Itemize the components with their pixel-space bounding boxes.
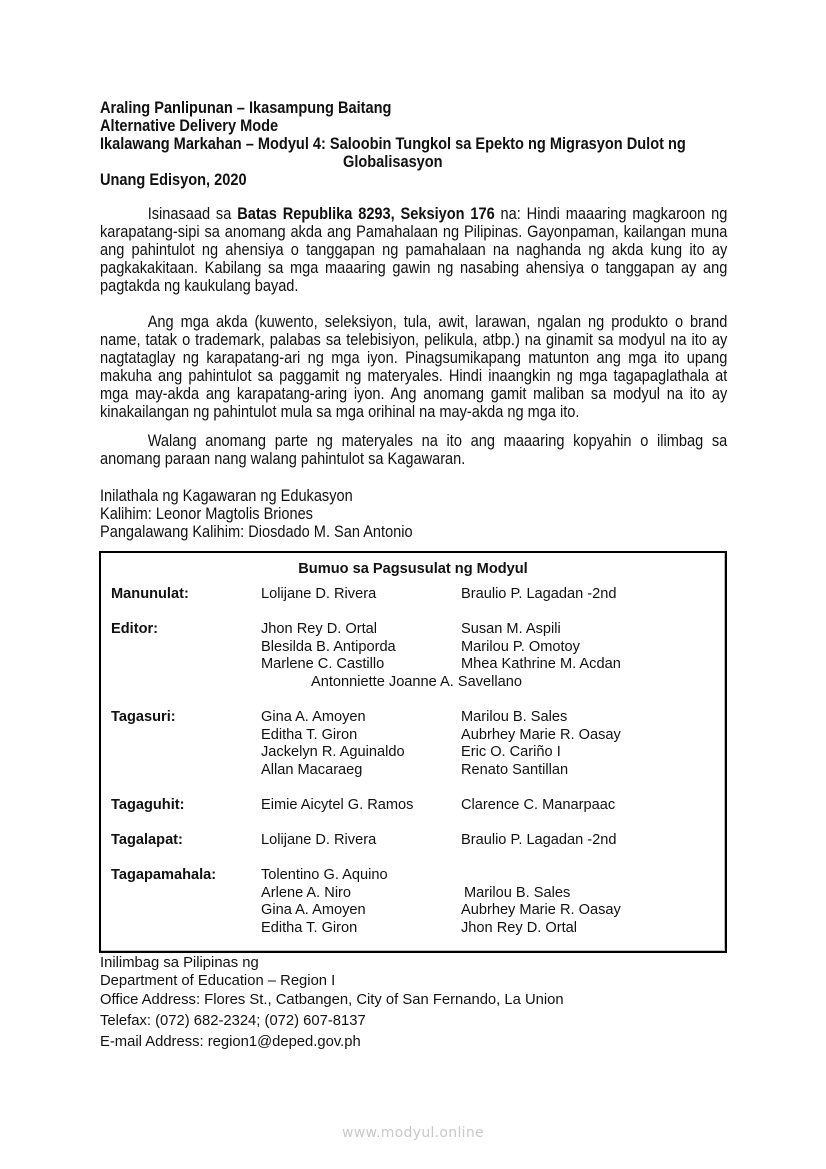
person-name: Aubrhey Marie R. Oasay bbox=[461, 902, 621, 919]
subject-title: Araling Panlipunan – Ikasampung Baitang bbox=[100, 99, 392, 117]
person-name: Lolijane D. Rivera bbox=[261, 832, 377, 848]
names-col-1 bbox=[261, 709, 405, 780]
credits-title: Bumuo sa Pagsusulat ng Modyul bbox=[298, 561, 528, 577]
office-address: Office Address: Flores St., Catbangen, City of San Fernando, La Union bbox=[100, 992, 564, 1008]
names-col-2 bbox=[461, 797, 615, 815]
delivery-mode: Alternative Delivery Mode bbox=[100, 117, 279, 135]
role-label: Tagapamahala: bbox=[111, 867, 217, 883]
publisher-info bbox=[100, 487, 727, 541]
person-name: Editha T. Giron bbox=[261, 920, 358, 937]
person-name: Braulio P. Lagadan -2nd bbox=[461, 586, 617, 602]
person-name: Eimie Aicytel G. Ramos bbox=[261, 797, 414, 813]
person-name: Tolentino G. Aquino bbox=[261, 867, 388, 883]
person-name: Eric O. Cariño I bbox=[461, 744, 561, 761]
printer-info bbox=[100, 955, 564, 1050]
email-address: E-mail Address: region1@deped.gov.ph bbox=[100, 1034, 361, 1050]
names-col-2 bbox=[461, 621, 621, 674]
person-name: Antonniette Joanne A. Savellano bbox=[311, 674, 522, 690]
names-col-1 bbox=[261, 797, 413, 815]
names-col-1 bbox=[261, 586, 376, 604]
names-col-2 bbox=[461, 832, 617, 850]
person-name: Aubrhey Marie R. Oasay bbox=[461, 726, 621, 743]
reproduction-paragraph bbox=[100, 432, 727, 468]
p1-text-pre: Isinasaad sa bbox=[147, 205, 238, 223]
module-title: Ikalawang Markahan – Modyul 4: Saloobin Tungkol sa Epekto ng Migrasyon Dulot ng bbox=[100, 135, 686, 153]
law-reference: Batas Republika 8293, Seksiyon 176 bbox=[237, 205, 495, 223]
person-name: Editha T. Giron bbox=[261, 726, 358, 743]
module-title-continued: Globalisasyon bbox=[343, 153, 443, 171]
watermark: www.modyul.online bbox=[342, 1125, 484, 1141]
person-name: Renato Santillan bbox=[461, 762, 569, 779]
person-name: Marilou B. Sales bbox=[461, 709, 568, 725]
secretary-line: Kalihim: Leonor Magtolis Briones bbox=[100, 505, 313, 523]
names-col-2 bbox=[461, 867, 621, 938]
module-heading bbox=[100, 99, 727, 189]
person-name: Marlene C. Castillo bbox=[261, 656, 385, 673]
person-name: Clarence C. Manarpaac bbox=[461, 797, 616, 813]
telefax: Telefax: (072) 682-2324; (072) 607-8137 bbox=[100, 1013, 366, 1029]
names-col-2 bbox=[461, 709, 621, 780]
role-label: Tagasuri: bbox=[111, 709, 176, 725]
names-col-1 bbox=[261, 867, 388, 938]
undersecretary-line: Pangalawang Kalihim: Diosdado M. San Antonio bbox=[100, 523, 413, 541]
printed-in-line: Inilimbag sa Pilipinas ng bbox=[100, 955, 259, 971]
person-name: Braulio P. Lagadan -2nd bbox=[461, 832, 617, 848]
person-name: Jhon Rey D. Ortal bbox=[461, 920, 577, 937]
copyright-paragraph bbox=[100, 205, 727, 295]
person-name: Jhon Rey D. Ortal bbox=[261, 621, 377, 637]
person-name: Marilou P. Omotoy bbox=[461, 638, 580, 655]
person-name: Mhea Kathrine M. Acdan bbox=[461, 656, 621, 673]
person-name: Arlene A. Niro bbox=[261, 884, 352, 901]
edition: Unang Edisyon, 2020 bbox=[100, 171, 247, 189]
trademark-paragraph bbox=[100, 313, 727, 421]
credits-box bbox=[99, 551, 727, 953]
names-col-2 bbox=[461, 586, 617, 604]
person-name: Allan Macaraeg bbox=[261, 762, 363, 779]
person-name: Marilou B. Sales bbox=[464, 884, 571, 901]
p1-text-post: na: Hindi maaaring magkaroon ng karapatang-sipi sa anomang akda ang Pamahalaan ng Pilipinas. Gayonpaman, kailangan muna ang pahintulot ng ahensiya o tanggapan ng pamahalaan na naghanda ng akda kung ito ay pagkakakitaan. Kabilang sa mga maaaring gawin ng nasabing ahensiya o tanggapan ay ang pagtakda ng kaukulang bayad. bbox=[100, 205, 728, 295]
person-name bbox=[461, 867, 621, 885]
names-col-1 bbox=[261, 621, 396, 674]
person-name: Jackelyn R. Aguinaldo bbox=[261, 744, 405, 761]
department-line: Department of Education – Region I bbox=[100, 973, 336, 989]
publisher-line: Inilathala ng Kagawaran ng Edukasyon bbox=[100, 487, 353, 505]
p3-text: Walang anomang parte ng materyales na ito ang maaaring kopyahin o ilimbag sa anomang paraan nang walang pahintulot sa Kagawaran. bbox=[100, 432, 728, 468]
person-name: Susan M. Aspili bbox=[461, 621, 561, 637]
names-col-1 bbox=[261, 832, 376, 850]
role-label: Manunulat: bbox=[111, 586, 189, 602]
role-label: Tagalapat: bbox=[111, 832, 183, 848]
person-name: Gina A. Amoyen bbox=[261, 902, 366, 919]
person-name: Gina A. Amoyen bbox=[261, 709, 366, 725]
person-name: Blesilda B. Antiporda bbox=[261, 638, 396, 655]
role-label: Tagaguhit: bbox=[111, 797, 185, 813]
role-label: Editor: bbox=[111, 621, 159, 637]
person-name: Lolijane D. Rivera bbox=[261, 586, 377, 602]
p2-text: Ang mga akda (kuwento, seleksiyon, tula, awit, larawan, ngalan ng produkto o brand name, tatak o trademark, palabas sa telebisiyon, pelikula, atbp.) na ginamit sa modyul na ito ay nagtataglay ng karapatang-ari ng mga iyon. Pinagsumikapang matunton ang mga ito upang makuha ang pahintulot sa paggamit ng materyales. Hindi inaangkin ng mga tagapaglathala at mga may-akda ang karapatang-aring iyon. Ang anomang gamit maliban sa modyul na ito ay kinakailangan ng pahintulot mula sa mga orihinal na may-akda ng mga ito. bbox=[100, 313, 728, 421]
